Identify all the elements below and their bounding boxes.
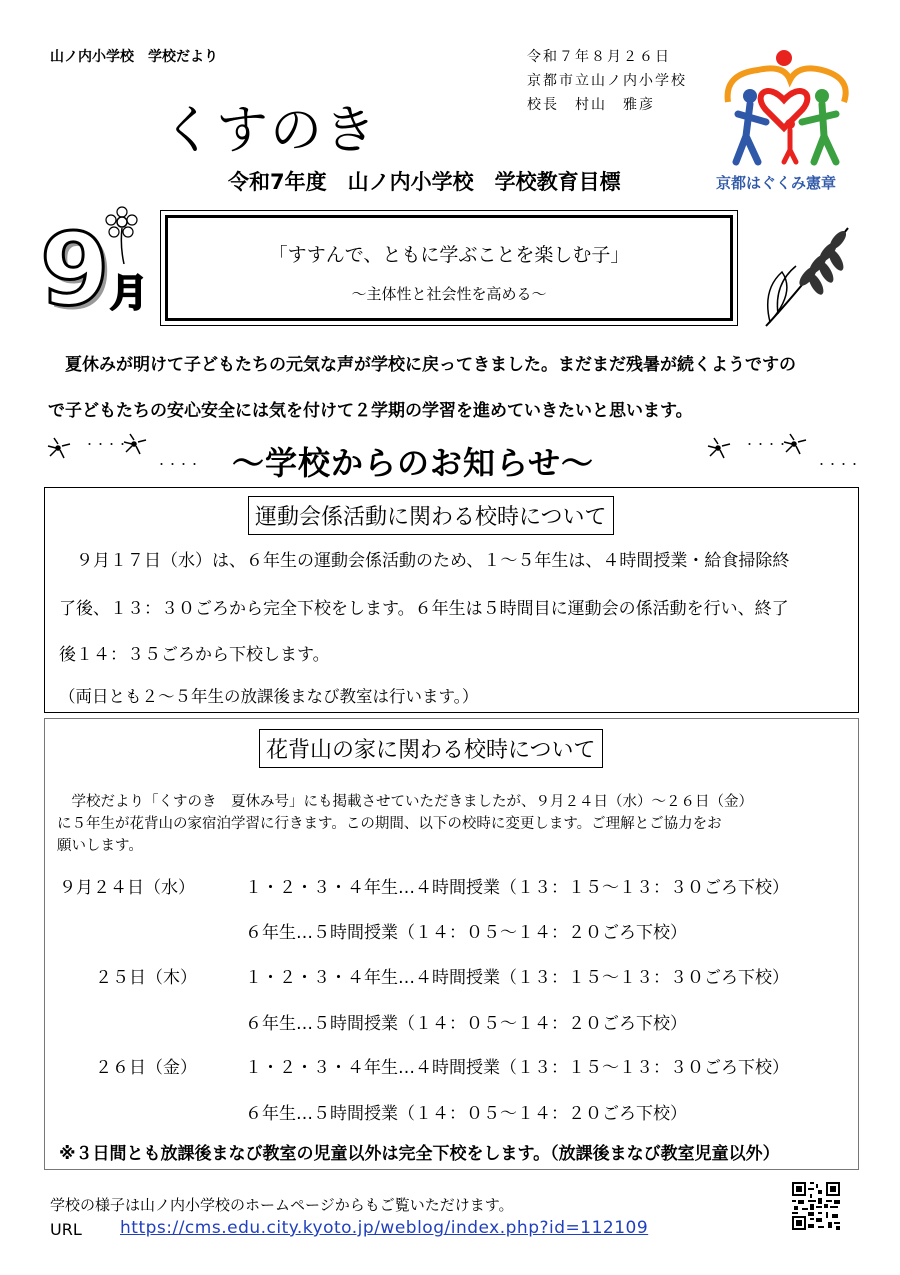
- schedule-day: ９月２４日（水）: [59, 878, 195, 898]
- school-label: 山ノ内小学校 学校だより: [50, 49, 218, 65]
- schedule-day: ２５日（木）: [95, 968, 197, 988]
- principal-name: 校長 村山 雅彦: [527, 97, 655, 113]
- sparkle-decoration-right: [704, 430, 860, 472]
- schedule-lower-grades: １・２・３・４年生…４時間授業（１３：１５～１３：３０ごろ下校）: [245, 968, 789, 988]
- footer-text: 学校の様子は山ノ内小学校のホームページからもご覧いただけます。: [50, 1196, 514, 1214]
- homepage-link[interactable]: https://cms.edu.city.kyoto.jp/weblog/index.php?id=112109: [120, 1218, 649, 1238]
- notice-sports-day: [44, 487, 859, 713]
- intro-line-2: で子どもたちの安心安全には気を付けて２学期の学習を進めていきたいと思います。: [48, 401, 693, 421]
- logo-person-right: [802, 104, 836, 162]
- notice-hanase-note: ※３日間とも放課後まなび教室の児童以外は完全下校をします。（放課後まなび教室児童以外）: [59, 1144, 780, 1164]
- notice-hanase-title: 花背山の家に関わる校時について: [259, 729, 603, 768]
- sparkle-decoration-left: [44, 430, 200, 472]
- notice-sports-day-title: 運動会係活動に関わる校時について: [248, 496, 614, 535]
- intro-line-1: 夏休みが明けて子どもたちの元気な声が学校に戻ってきました。まだまだ残暑が続くようですの: [48, 355, 796, 375]
- notice-hanase-paragraph-3: 願いします。: [57, 838, 143, 854]
- schedule-grade-6: ６年生…５時間授業（１４：０５～１４：２０ごろ下校）: [245, 1104, 687, 1124]
- school-goal-box: [160, 210, 738, 326]
- notice-hanase-paragraph-1: 学校だより「くすのき 夏休み号」にも掲載させていただきましたが、９月２４日（水）～２６日（金）: [57, 794, 753, 810]
- notice-sports-day-line-1: ９月１７日（水）は、６年生の運動会係活動のため、１～５年生は、４時間授業・給食掃除終: [59, 551, 790, 571]
- goal-heading: 令和7年度 山ノ内小学校 学校教育目標: [228, 170, 621, 194]
- notice-hanase-paragraph-2: に５年生が花背山の家宿泊学習に行きます。この期間、以下の校時に変更します。ご理解とご協力をお: [57, 816, 722, 832]
- dots-text: ・・・・: [156, 458, 200, 471]
- schedule-grade-6: ６年生…５時間授業（１４：０５～１４：２０ごろ下校）: [245, 923, 687, 943]
- schedule-grade-6: ６年生…５時間授業（１４：０５～１４：２０ごろ下校）: [245, 1014, 687, 1034]
- logo-person-left: [736, 104, 766, 162]
- notice-sports-day-line-4: （両日とも２～５年生の放課後まなび教室は行います。）: [59, 687, 479, 706]
- month-char: 月: [110, 271, 149, 315]
- newsletter-title: くすのき: [162, 101, 379, 161]
- qr-code-icon: [790, 1180, 842, 1232]
- schedule-lower-grades: １・２・３・４年生…４時間授業（１３：１５～１３：３０ごろ下校）: [245, 878, 789, 898]
- dots-text: ・・・・: [744, 438, 788, 451]
- footer-url-label: URL: [50, 1220, 82, 1239]
- issue-date: 令和７年８月２６日: [527, 49, 671, 65]
- notice-sports-day-line-2: 了後、１３：３０ごろから完全下校をします。６年生は５時間目に運動会の係活動を行い、終了: [59, 599, 789, 619]
- school-goal-sub: ～主体性と社会性を高める～: [351, 285, 547, 303]
- notice-sports-day-line-3: 後１４：３５ごろから下校します。: [59, 645, 330, 665]
- schedule-day: ２６日（金）: [95, 1058, 197, 1078]
- logo-child: [784, 130, 796, 162]
- logo-head-top: [776, 50, 792, 66]
- logo-caption: 京都はぐくみ憲章: [716, 174, 837, 192]
- news-heading: ～学校からのお知らせ～: [232, 444, 595, 482]
- dots-text: ・・・・: [84, 438, 128, 451]
- school-goal-main: 「すすんで、ともに学ぶことを楽しむ子」: [268, 244, 630, 266]
- school-name: 京都市立山ノ内小学校: [527, 73, 687, 89]
- flower-icon: [100, 206, 144, 266]
- dots-text: ・・・・: [816, 458, 860, 471]
- month-number: 9: [40, 211, 110, 328]
- month-badge: [40, 206, 152, 330]
- notice-hanase: [44, 718, 859, 1170]
- schedule-lower-grades: １・２・３・４年生…４時間授業（１３：１５～１３：３０ごろ下校）: [245, 1058, 789, 1078]
- wheat-icon: [756, 214, 856, 334]
